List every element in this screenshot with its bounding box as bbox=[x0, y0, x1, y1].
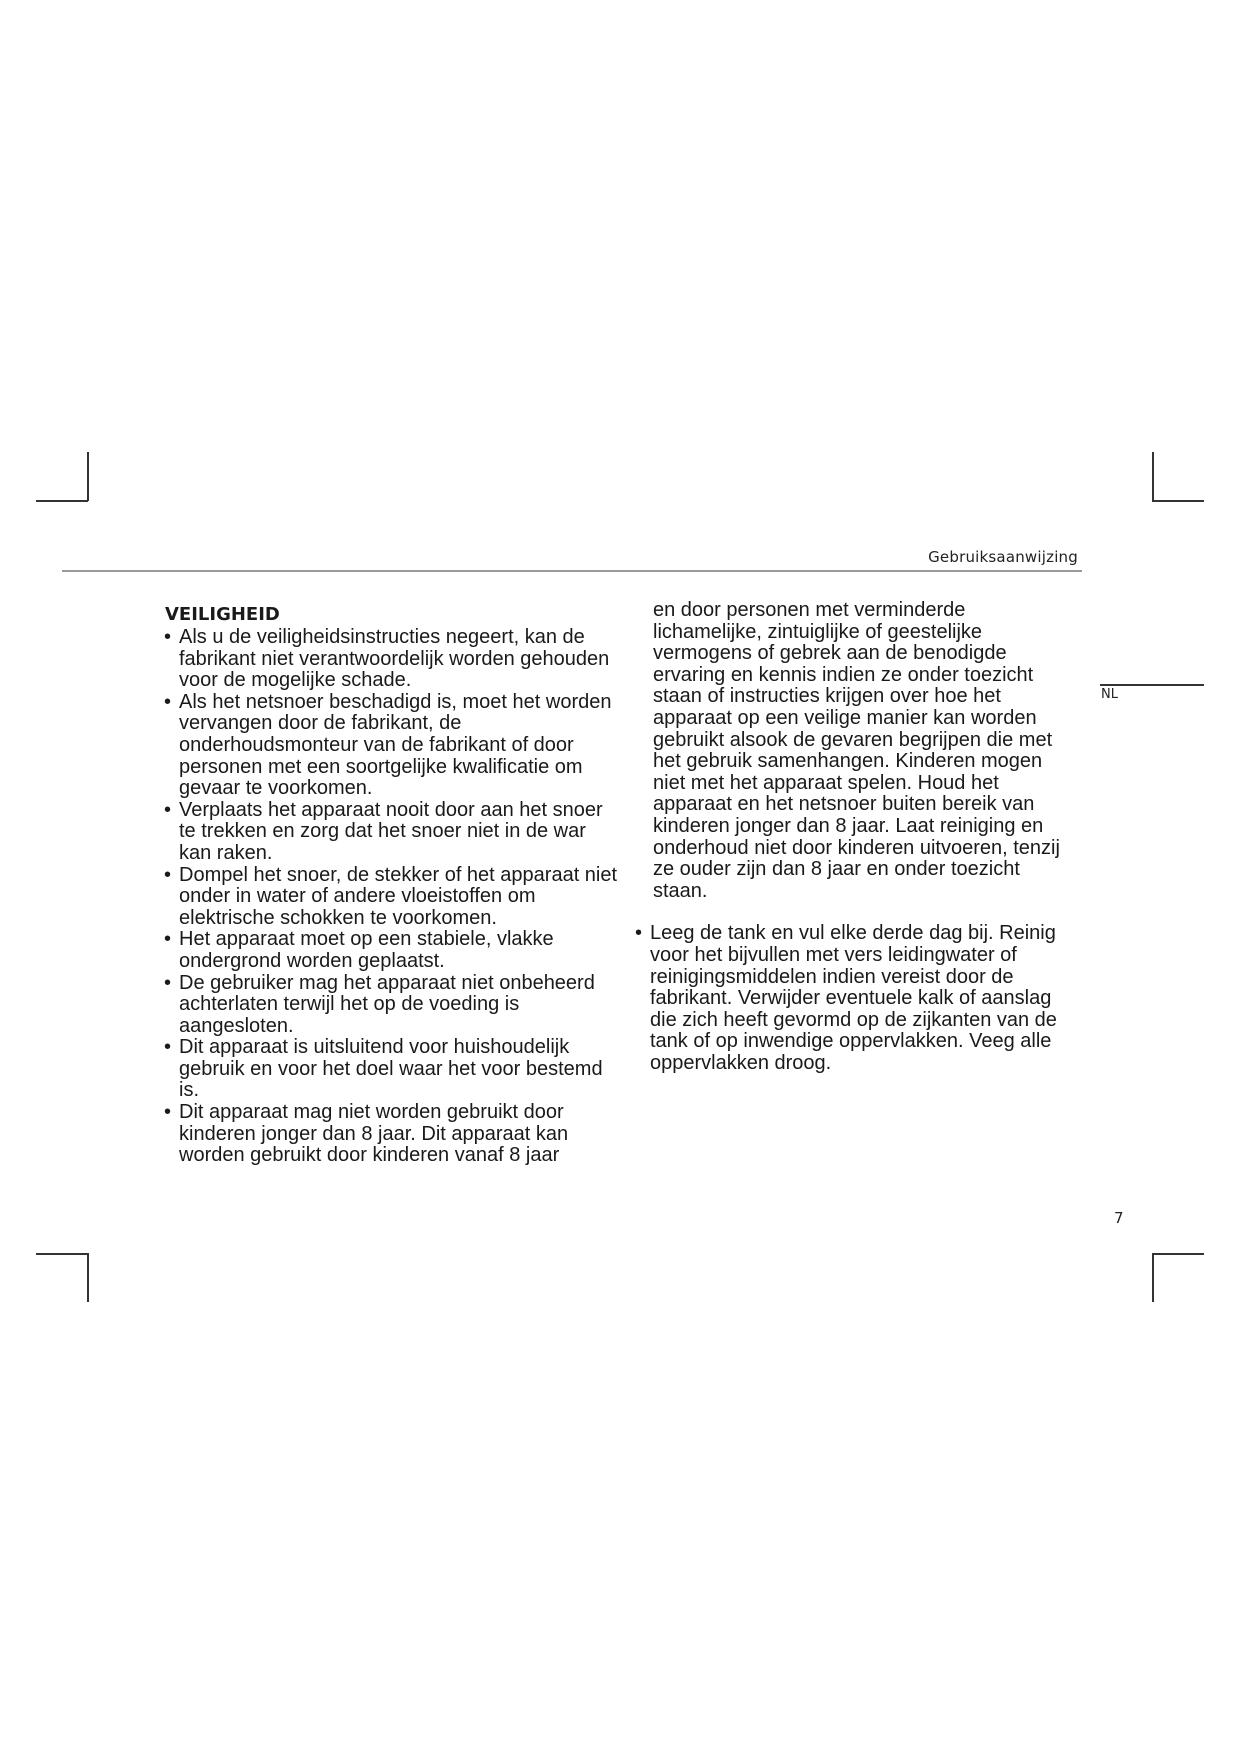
list-item-continuation: en door personen met verminderde lichamelijke, zintuiglijke of geestelijke vermogens of gebrek aan de benodigde ervaring en kennis indien ze onder toezicht staan of instructies krijgen over hoe het apparaat op een veilige manier kan worden gebruikt alsook de gevaren begrijpen die met het gebruik samenhangen. Kinderen mogen niet met het apparaat spelen. Houd het apparaat en het netsnoer buiten bereik van kinderen jonger dan 8 jaar. Laat reiniging en onderhoud niet door kinderen uitvoeren, tenzij ze ouder zijn dan 8 jaar en onder toezicht staan. bbox=[653, 599, 1060, 902]
crop-mark bbox=[1152, 1253, 1154, 1302]
right-column bbox=[634, 600, 1074, 1074]
list-item: • Als u de veiligheidsinstructies negeert, kan de fabrikant niet verantwoordelijk worden gehouden voor de mogelijke schade. bbox=[163, 627, 623, 692]
list-item: • Het apparaat moet op een stabiele, vlakke ondergrond worden geplaatst. bbox=[163, 929, 623, 972]
section-heading: VEILIGHEID bbox=[165, 604, 280, 625]
safety-list bbox=[163, 627, 623, 1167]
list-item: • Dompel het snoer, de stekker of het apparaat niet onder in water of andere vloeistoffen om elektrische schokken te voorkomen. bbox=[163, 865, 623, 930]
crop-mark bbox=[36, 1253, 88, 1255]
language-tab-divider bbox=[1100, 684, 1204, 686]
crop-mark bbox=[1152, 452, 1154, 501]
spacer bbox=[634, 902, 1074, 923]
left-column bbox=[163, 604, 623, 1167]
page-number: 7 bbox=[1114, 1209, 1124, 1227]
list-item: • Verplaats het apparaat nooit door aan het snoer te trekken en zorg dat het snoer niet in de war kan raken. bbox=[163, 800, 623, 865]
crop-mark bbox=[1152, 1253, 1204, 1255]
crop-mark bbox=[1152, 500, 1204, 502]
crop-mark bbox=[36, 500, 88, 502]
list-item: • Leeg de tank en vul elke derde dag bij. Reinig voor het bijvullen met vers leidingwater of reinigingsmiddelen indien vereist door de fabrikant. Verwijder eventuele kalk of aanslag die zich heeft gevormd op de zijkanten van de tank of op inwendige oppervlakken. Veeg alle oppervlakken droog. bbox=[634, 923, 1074, 1074]
maintenance-list bbox=[634, 923, 1074, 1074]
crop-mark bbox=[87, 452, 89, 501]
crop-mark bbox=[87, 1253, 89, 1302]
list-item: • Als het netsnoer beschadigd is, moet het worden vervangen door de fabrikant, de onderhoudsmonteur van de fabrikant of door personen met een soortgelijke kwalificatie om gevaar te voorkomen. bbox=[163, 692, 623, 800]
language-tab-label: NL bbox=[1101, 687, 1118, 702]
document-title: Gebruiksaanwijzing bbox=[928, 548, 1078, 566]
header-divider bbox=[62, 570, 1082, 572]
list-item: • De gebruiker mag het apparaat niet onbeheerd achterlaten terwijl het op de voeding is aangesloten. bbox=[163, 973, 623, 1038]
list-item: • Dit apparaat is uitsluitend voor huishoudelijk gebruik en voor het doel waar het voor bestemd is. bbox=[163, 1037, 623, 1102]
list-item: • Dit apparaat mag niet worden gebruikt door kinderen jonger dan 8 jaar. Dit apparaat kan worden gebruikt door kinderen vanaf 8 jaar bbox=[163, 1102, 623, 1167]
